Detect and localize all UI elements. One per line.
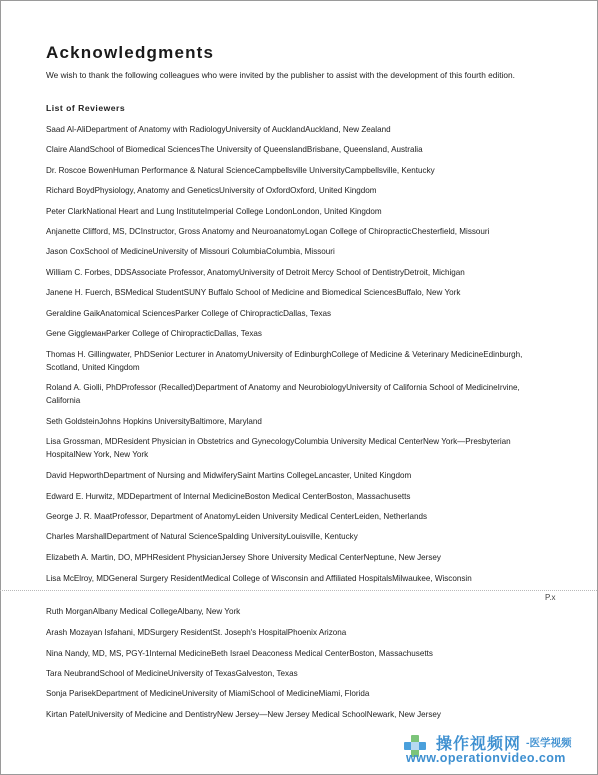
site-watermark (402, 731, 592, 769)
watermark-subtitle: -医学视频 (526, 737, 572, 749)
reviewer-entry: Charles MarshallDepartment of Natural ScienceSpalding UniversityLouisville, Kentucky (46, 532, 358, 541)
reviewer-entry: Seth GoldsteinJohns Hopkins UniversityBaltimore, Maryland (46, 417, 262, 426)
page-break-divider (0, 590, 597, 591)
reviewer-entry: Saad Al-AliDepartment of Anatomy with RadiologyUniversity of AucklandAuckland, New Zealand (46, 125, 391, 134)
page-title: Acknowledgments (46, 43, 215, 62)
reviewer-entry: Jason CoxSchool of MedicineUniversity of Missouri ColumbiaColumbia, Missouri (46, 247, 335, 256)
reviewer-entry: Arash Mozayan Isfahani, MDSurgery ResidentSt. Joseph's HospitalPhoenix Arizona (46, 628, 347, 637)
reviewer-entry: Edward E. Hurwitz, MDDepartment of Internal MedicineBoston Medical CenterBoston, Massachusetts (46, 492, 411, 501)
reviewer-entry: Ruth MorganAlbany Medical CollegeAlbany, New York (46, 607, 241, 616)
section-heading: List of Reviewers (46, 103, 126, 113)
page-number: P.x (545, 593, 556, 602)
intro-paragraph: We wish to thank the following colleagues who were invited by the publisher to assist with the development of this fourth edition. (46, 70, 515, 80)
reviewer-entry: Roland A. Giolli, PhDProfessor (Recalled)Department of Anatomy and NeurobiologyUniversity of California School of MedicineIrvine, California (46, 383, 520, 405)
reviewer-entry: Geraldine GaikAnatomical SciencesParker College of ChiropracticDallas, Texas (46, 309, 332, 318)
reviewer-entry: David HepworthDepartment of Nursing and MidwiferySaint Martins CollegeLancaster, United Kingdom (46, 471, 412, 480)
reviewer-entry: Gene GiggleманParker College of ChiropracticDallas, Texas (46, 329, 262, 338)
reviewer-entry: Anjanette Clifford, MS, DCInstructor, Gross Anatomy and NeuroanatomyLogan College of ChiropracticChesterfield, Missouri (46, 227, 490, 236)
watermark-name: 操作视频网 (436, 736, 522, 753)
reviewer-entry: Claire AlandSchool of Biomedical SciencesThe University of QueenslandBrisbane, Queensland, Australia (46, 145, 423, 154)
reviewer-entry: Lisa Grossman, MDResident Physician in Obstetrics and GynecologyColumbia University Medical CenterNew York—Presbyterian HospitalNew York, New York (46, 437, 511, 459)
reviewer-entry: Sonja ParisekDepartment of MedicineUniversity of MiamiSchool of MedicineMiami, Florida (46, 689, 370, 698)
reviewer-entry: George J. R. MaatProfessor, Department of AnatomyLeiden University Medical CenterLeiden, Netherlands (46, 512, 428, 521)
reviewer-entry: Tara NeubrandSchool of MedicineUniversity of TexasGalveston, Texas (46, 669, 298, 678)
reviewer-entry: Nina Nandy, MD, MS, PGY-1Internal MedicineBeth Israel Deaconess Medical CenterBoston, Massachusetts (46, 649, 433, 658)
reviewer-entry: William C. Forbes, DDSAssociate Professor, AnatomyUniversity of Detroit Mercy School of DentistryDetroit, Michigan (46, 268, 465, 277)
reviewer-entry: Richard BoydPhysiology, Anatomy and GeneticsUniversity of OxfordOxford, United Kingdom (46, 186, 377, 195)
reviewer-entry: Peter ClarkNational Heart and Lung InstituteImperial College LondonLondon, United Kingdom (46, 207, 382, 216)
reviewer-entry: Janene H. Fuerch, BSMedical StudentSUNY Buffalo School of Medicine and Biomedical SciencesBuffalo, New York (46, 288, 461, 297)
reviewer-entry: Elizabeth A. Martin, DO, MPHResident PhysicianJersey Shore University Medical CenterNeptune, New Jersey (46, 553, 441, 562)
reviewer-entry: Thomas H. Gillingwater, PhDSenior Lecturer in AnatomyUniversity of EdinburghCollege of Medicine & Veterinary MedicineEdinburgh, Scotland, United Kingdom (46, 350, 523, 372)
reviewer-entry: Dr. Roscoe BowenHuman Performance & Natural ScienceCampbellsville UniversityCampbellsville, Kentucky (46, 166, 435, 175)
reviewer-entry: Kirtan PatelUniversity of Medicine and DentistryNew Jersey—New Jersey Medical SchoolNewark, New Jersey (46, 710, 441, 719)
watermark-url: www.operationvideo.com (406, 751, 566, 765)
reviewer-entry: Lisa McElroy, MDGeneral Surgery ResidentMedical College of Wisconsin and Affiliated HospitalsMilwaukee, Wisconsin (46, 574, 472, 583)
